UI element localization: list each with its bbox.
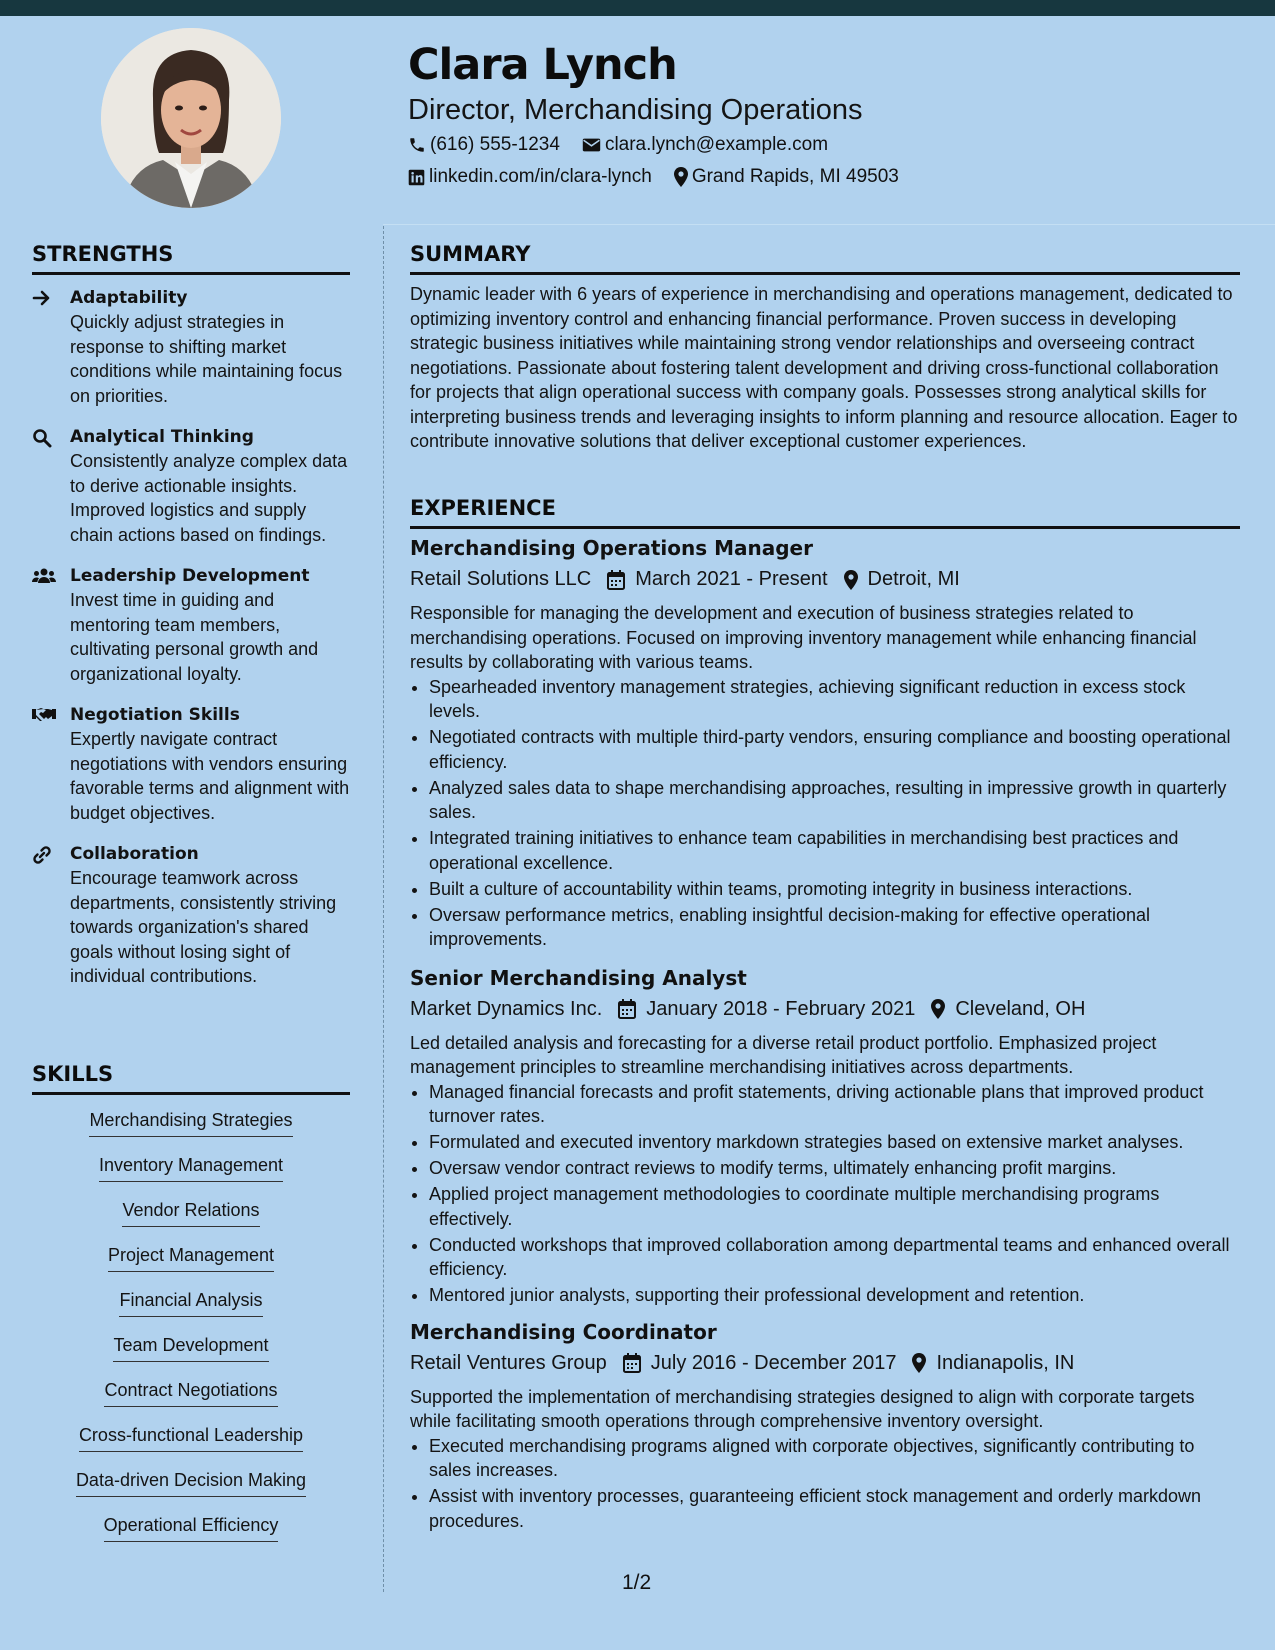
strength-title: Adaptability (70, 288, 188, 308)
job-bullet: • Executed merchandising programs aligned with corporate objectives, significantly contributing to sales increases. (429, 1434, 1240, 1483)
handshake-icon (32, 706, 56, 724)
skill-label: Financial Analysis (119, 1290, 262, 1317)
job-title: Merchandising Operations Manager (410, 536, 813, 560)
skill-label: Data-driven Decision Making (76, 1470, 306, 1497)
candidate-title: Director, Merchandising Operations (408, 94, 863, 126)
skill-label: Operational Efficiency (104, 1515, 279, 1542)
strength-description: Expertly navigate contract negotiations with vendors ensuring favorable terms and alignment with budget objectives. (70, 729, 350, 823)
summary-text: Dynamic leader with 6 years of experience in merchandising and operations management, dedicated to optimizing inventory control and enhancing financial performance. Proven success in developing strategic business initiatives while maintaining strong vendor relationships and overseeing contract negotiations. Passionate about fostering talent development and driving cross-functional collaboration for projects that align operational success with company goals. Possesses strong analytical skills for interpreting business trends and leveraging insights to inform planning and resource allocation. Eager to contribute innovative solutions that deliver exceptional customer experiences. (410, 284, 1238, 451)
contact-row-1 (408, 134, 850, 156)
skill-item (32, 1290, 350, 1335)
skill-item (32, 1380, 350, 1425)
job-bullet: • Mentored junior analysts, supporting their professional development and retention. (429, 1283, 1240, 1308)
job-description: Responsible for managing the development and execution of business strategies related to merchandising operations. Focused on improving inventory management while enhancing financial results by collaborating with various teams. (410, 603, 1197, 672)
map-pin-icon (912, 1353, 926, 1373)
skill-item (32, 1110, 350, 1155)
phone-text: (616) 555-1234 (430, 134, 560, 155)
job-bullet: • Built a culture of accountability within teams, promoting integrity in business interactions. (429, 877, 1240, 902)
skill-item (32, 1515, 350, 1560)
job-meta (410, 998, 1240, 1021)
skill-label: Inventory Management (99, 1155, 283, 1182)
strength-description: Encourage teamwork across departments, consistently striving towards organization's shared goals without losing sight of individual contributions. (70, 868, 337, 986)
job-entry (410, 966, 1240, 1308)
location-contact (674, 166, 899, 188)
job-dates-text: July 2016 - December 2017 (650, 1351, 897, 1374)
skill-label: Project Management (108, 1245, 274, 1272)
skill-item (32, 1335, 350, 1380)
skill-label: Vendor Relations (122, 1200, 259, 1227)
header-divider (383, 224, 1275, 225)
job-bullet: • Oversaw performance metrics, enabling insightful decision-making for effective operational improvements. (429, 903, 1240, 952)
job-location (931, 998, 1085, 1021)
skill-label: Contract Negotiations (104, 1380, 277, 1407)
job-location-text: Detroit, MI (867, 568, 960, 590)
skill-item (32, 1470, 350, 1515)
strength-item (32, 286, 352, 408)
strength-description: Consistently analyze complex data to derive actionable insights. Improved logistics and supply chain actions based on findings. (70, 451, 348, 545)
strength-item (32, 703, 352, 825)
map-pin-icon (931, 999, 945, 1019)
linkedin-icon (408, 169, 425, 186)
calendar-icon (623, 1353, 641, 1373)
strength-title: Collaboration (70, 844, 199, 864)
linkedin-contact[interactable] (408, 166, 652, 188)
job-bullet: • Assist with inventory processes, guaranteeing efficient stock management and orderly markdown procedures. (429, 1484, 1240, 1533)
strength-description: Quickly adjust strategies in response to shifting market conditions while maintaining focus on priorities. (70, 312, 343, 406)
skill-label: Merchandising Strategies (89, 1110, 292, 1137)
job-title: Senior Merchandising Analyst (410, 965, 747, 990)
location-text: Grand Rapids, MI 49503 (691, 166, 899, 187)
job-company: Market Dynamics Inc. (410, 997, 603, 1020)
map-pin-icon (674, 167, 688, 187)
job-location-text: Cleveland, OH (955, 997, 1086, 1020)
job-bullet: • Spearheaded inventory management strategies, achieving significant reduction in excess stock levels. (429, 675, 1240, 724)
job-meta (410, 568, 1240, 591)
link-icon (32, 845, 52, 865)
email-text[interactable]: clara.lynch@example.com (604, 134, 829, 155)
job-bullet: • Managed financial forecasts and profit statements, driving actionable plans that improved product turnover rates. (429, 1080, 1240, 1129)
strength-title: Negotiation Skills (70, 705, 240, 725)
job-dates-text: January 2018 - February 2021 (646, 997, 916, 1020)
strengths-list (32, 286, 352, 1006)
skill-item (32, 1245, 350, 1290)
arrow-right-icon (32, 289, 52, 307)
skill-label: Cross-functional Leadership (79, 1425, 303, 1452)
phone-contact (408, 134, 560, 156)
job-bullet: • Analyzed sales data to shape merchandising approaches, resulting in impressive growth in quarterly sales. (429, 776, 1240, 825)
job-bullets (410, 1080, 1240, 1308)
linkedin-text[interactable]: linkedin.com/in/clara-lynch (429, 166, 652, 187)
job-location-text: Indianapolis, IN (936, 1351, 1075, 1374)
job-dates (607, 568, 827, 591)
summary-heading: SUMMARY (410, 242, 1240, 275)
email-contact[interactable] (582, 134, 828, 156)
skill-item (32, 1425, 350, 1470)
skill-item (32, 1155, 350, 1200)
contact-row-2 (408, 166, 921, 188)
job-title: Merchandising Coordinator (410, 1319, 717, 1344)
skill-item (32, 1200, 350, 1245)
skill-label: Team Development (113, 1335, 268, 1362)
calendar-icon (607, 570, 625, 590)
job-meta (410, 1352, 1240, 1375)
strengths-heading: STRENGTHS (32, 242, 350, 275)
job-bullet: • Oversaw vendor contract reviews to modify terms, ultimately enhancing profit margins. (429, 1156, 1240, 1181)
job-dates (618, 998, 915, 1021)
job-bullets (410, 675, 1240, 952)
job-company: Retail Ventures Group (410, 1351, 607, 1374)
job-bullet: • Integrated training initiatives to enhance team capabilities in merchandising best practices and operational excellence. (429, 826, 1240, 875)
strength-item (32, 842, 352, 989)
calendar-icon (618, 999, 636, 1019)
column-divider (383, 226, 384, 1592)
map-pin-icon (844, 570, 858, 590)
job-bullet: • Applied project management methodologies to coordinate multiple merchandising programs effectively. (429, 1182, 1240, 1231)
strength-title: Leadership Development (70, 566, 310, 586)
job-entry (410, 536, 1240, 952)
job-location (912, 1352, 1074, 1375)
strength-item (32, 425, 352, 547)
candidate-name: Clara Lynch (408, 40, 677, 90)
phone-icon (408, 136, 426, 154)
skills-heading: SKILLS (32, 1062, 350, 1095)
skills-list (32, 1110, 350, 1560)
experience-heading: EXPERIENCE (410, 496, 1240, 529)
job-description: Supported the implementation of merchandising strategies designed to align with corporate targets while facilitating smooth operations through comprehensive inventory oversight. (410, 1386, 1195, 1431)
job-location (844, 568, 960, 591)
job-bullet: • Formulated and executed inventory markdown strategies based on extensive market analyses. (429, 1130, 1240, 1155)
job-bullet: • Negotiated contracts with multiple third-party vendors, ensuring compliance and boosting operational efficiency. (429, 725, 1240, 774)
job-entry (410, 1320, 1240, 1534)
magnifier-icon (32, 428, 52, 448)
job-bullet: • Conducted workshops that improved collaboration among departmental teams and enhanced overall efficiency. (429, 1233, 1240, 1282)
strength-item (32, 564, 352, 686)
strength-title: Analytical Thinking (70, 427, 254, 447)
envelope-icon (582, 137, 601, 153)
job-dates-text: March 2021 - Present (635, 568, 828, 590)
experience-list (410, 536, 1240, 1543)
job-description: Led detailed analysis and forecasting for a diverse retail product portfolio. Emphasized project management principles to streamline merchandising initiatives across departments. (410, 1032, 1157, 1077)
profile-photo (101, 28, 281, 208)
top-bar (0, 0, 1275, 16)
strength-description: Invest time in guiding and mentoring team members, cultivating personal growth and organizational loyalty. (70, 590, 319, 684)
job-dates (623, 1352, 897, 1375)
page-number: 1/2 (622, 1571, 652, 1594)
job-company: Retail Solutions LLC (410, 568, 592, 590)
users-icon (32, 567, 56, 585)
job-bullets (410, 1434, 1240, 1534)
